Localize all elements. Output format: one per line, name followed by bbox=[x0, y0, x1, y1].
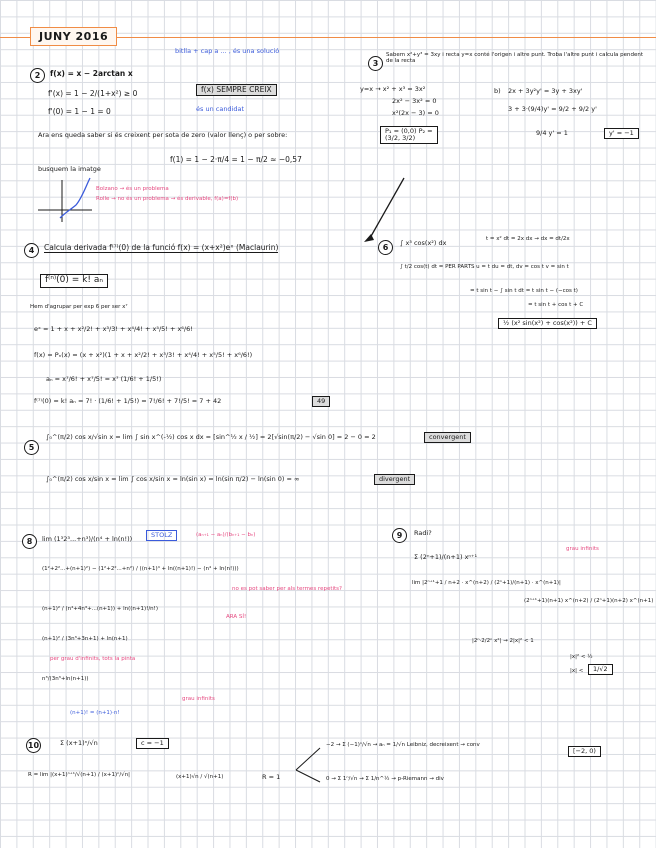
p10-center: c = −1 bbox=[136, 738, 169, 749]
p3-deriv: 2x + 3y²y' = 3y + 3xy' bbox=[508, 87, 583, 95]
p9-ratio: lim |2ⁿ⁺¹+1 / n+2 · x^(n+2) / (2ⁿ+1)/(n+1) · x^(n+1)| bbox=[412, 580, 561, 586]
p9-radius: 1/√2 bbox=[588, 664, 613, 675]
p2-zero: f'(0) = 1 − 1 = 0 bbox=[48, 107, 111, 116]
p8-blue-note: (n+1)! = (n+1)·n! bbox=[70, 710, 120, 716]
p5-line1: ∫₀^(π/2) cos x/√sin x = lim ∫ sin x^(-½) cos x dx = [sin^½ x / ½] = 2[√sin(π/2) − √sin 0] = 2 − 0 = 2 bbox=[46, 433, 376, 441]
p6-step1: = t sin t − ∫ sin t dt = t sin t − (−cos t) bbox=[470, 288, 578, 294]
p4-title: Calcula derivada f⁽⁷⁾(0) de la funció f(x) = (x+x²)eˣ (Maclaurin) bbox=[44, 243, 279, 252]
problem-3-number: 3 bbox=[368, 56, 383, 71]
p8-pink-note-3: grau infinits bbox=[182, 696, 215, 702]
p9-r2: |x| < bbox=[570, 668, 584, 674]
p4-note: Hem d'agrupar per exp 6 per ser x⁷ bbox=[30, 304, 128, 310]
p3-sub1: 3 + 3·(9/4)y' = 9/2 + 9/2 y' bbox=[508, 105, 597, 113]
p6-parts: ∫ t/2 cos(t) dt = PER PARTS u = t du = dt, dv = cos t v = sin t bbox=[400, 264, 569, 270]
p6-step2: = t sin t + cos t + C bbox=[528, 302, 584, 308]
p6-integral: ∫ x³ cos(x²) dx bbox=[400, 239, 447, 247]
p9-right: (2ⁿ⁺¹+1)(n+1) x^(n+2) / (2ⁿ+1)(n+2) x^(n+1) bbox=[524, 598, 654, 604]
p2-pink-note-2: Rolle → no és un problema → és derivable, f(a)=f(b) bbox=[96, 196, 239, 202]
p8-pink-note-1: no es pot saber per als termes repetits? bbox=[232, 586, 342, 592]
p2-star-note: Ara ens queda saber si és creixent per sota de zero (valor llenç) o per sobre: bbox=[38, 131, 288, 139]
p3-sys3: x²(2x − 3) = 0 bbox=[392, 109, 439, 117]
p10-interval: [−2, 0) bbox=[568, 746, 601, 757]
p10-ratio: R = lim |(x+1)ⁿ⁺¹/√(n+1) / (x+1)ⁿ/√n| bbox=[28, 772, 131, 778]
p2-note-min: és un candidat bbox=[196, 105, 245, 113]
problem-9-number: 9 bbox=[392, 528, 407, 543]
p10-series: Σ (x+1)ⁿ/√n bbox=[60, 739, 98, 747]
p4-formula: f⁽ⁿ⁾(0) = k! aₙ bbox=[40, 274, 108, 288]
p10-branch-1: −2 → Σ (−1)ⁿ/√n → aₙ = 1/√n Leibniz, decreixent → conv bbox=[326, 742, 480, 748]
p9-series: Σ (2ⁿ+1)/(n+1) xⁿ⁺¹ bbox=[414, 553, 478, 561]
p3-sub2: 9/4 y' = 1 bbox=[536, 129, 568, 137]
p8-limit: lim (1³2³...+n³)/(n⁴ + ln(n!)) bbox=[42, 535, 133, 543]
p3-statement: Sabem x²+y³ = 3xy i recta y=x conté l'origen i altre punt. Troba l'altre punt i calcula pendent de la recta bbox=[386, 52, 644, 65]
p2-image: f(1) = 1 − 2·π/4 = 1 − π/2 ≈ −0,57 bbox=[170, 155, 302, 164]
problem-4-number: 4 bbox=[24, 243, 39, 258]
p4-result-line: f⁽⁷⁾(0) = k! aₙ = 7! · (1/6! + 1/5!) = 7!/6! + 7!/5! = 7 + 42 bbox=[34, 397, 222, 405]
problem-8-number: 8 bbox=[22, 534, 37, 549]
p8-step3: (n+1)² / (3n³+3n+1) + ln(n+1) bbox=[42, 636, 128, 642]
p4-result: 49 bbox=[312, 396, 330, 407]
p2-blue-note: bitlla + cap a ... , és una solució bbox=[175, 47, 280, 55]
p8-step1: (1²+2²...+(n+1)²) − (1²+2²...+n²) / ((n+1)⁴ + ln((n+1)!) − (n⁴ + ln(n!))) bbox=[42, 566, 239, 572]
p10-ratio2: (x+1)√n / √(n+1) bbox=[176, 774, 224, 780]
p8-pink-note-2: per grau d'infinits, tots la pinta bbox=[50, 656, 136, 662]
p8-stolz: STOLZ bbox=[146, 530, 177, 541]
problem-5-number: 5 bbox=[24, 440, 39, 455]
p3-sys1: y=x → x² + x³ = 3x² bbox=[360, 85, 426, 93]
problem-10-number: 10 bbox=[26, 738, 41, 753]
p2-busquem: busquem la imatge bbox=[38, 165, 101, 173]
p9-title: Radi? bbox=[414, 529, 432, 537]
p9-r1: |x|² < ½ bbox=[570, 654, 593, 660]
p6-result: ½ (x² sin(x²) + cos(x²)) + C bbox=[498, 318, 597, 329]
p3-b-label: b) bbox=[494, 87, 501, 95]
problem-2-number: 2 bbox=[30, 68, 45, 83]
p2-conclusion: f(x) SEMPRE CREIX bbox=[196, 84, 277, 96]
p9-res: |2ⁿ·2/2ⁿ x²| → 2|x|² < 1 bbox=[472, 638, 534, 644]
p2-pink-note-1: Bolzano → és un problema bbox=[96, 186, 169, 192]
p3-result: y' = −1 bbox=[604, 128, 639, 139]
p6-substitution: t = x² dt = 2x dx → dx = dt/2x bbox=[486, 236, 570, 242]
p5-line2: ∫₀^(π/2) cos x/sin x = lim ∫ cos x/sin x = ln(sin x) = ln(sin π/2) − ln(sin 0) = ∞ bbox=[46, 475, 300, 483]
p3-sys2: 2x² − 3x² = 0 bbox=[392, 97, 437, 105]
p8-step2: (n+1)² / (n⁴+4n³+...(n+1)) + ln((n+1)!/n!) bbox=[42, 606, 159, 612]
p4-an: aₙ = x⁷/6! + x⁷/5! = x⁷ (1/6! + 1/5!) bbox=[46, 375, 162, 383]
p2-derivative: f'(x) = 1 − 2/(1+x²) ≥ 0 bbox=[48, 89, 138, 98]
p10-radius: R = 1 bbox=[262, 773, 281, 781]
p8-step4: n³/(3n³+ln(n+1)) bbox=[42, 676, 89, 682]
p2-equation: f(x) = x − 2arctan x bbox=[50, 69, 133, 78]
p4-poly: f(x) = Pₙ(x) = (x + x²)(1 + x + x²/2! + x³/3! + x⁴/4! + x⁵/5! + x⁶/6!) bbox=[34, 351, 253, 359]
p4-exp-series: eˣ = 1 + x + x²/2! + x³/3! + x⁴/4! + x⁵/5! + x⁶/6! bbox=[34, 325, 193, 333]
page-title: JUNY 2016 bbox=[30, 27, 117, 46]
p8-stolz-formula: (aₙ₊₁ − aₙ)/(bₙ₊₁ − bₙ) bbox=[196, 532, 256, 538]
p5-convergent: convergent bbox=[424, 432, 471, 443]
p5-divergent: divergent bbox=[374, 474, 415, 485]
p3-points: P₁ = (0,0) P₂ = (3/2, 3/2) bbox=[380, 126, 438, 144]
p9-pink: grau infinits bbox=[566, 546, 599, 552]
p8-ara-si: ARA SÍ! bbox=[226, 614, 247, 620]
problem-6-number: 6 bbox=[378, 240, 393, 255]
p10-branch-2: 0 → Σ 1ⁿ/√n → Σ 1/n^½ → p-Riemann → div bbox=[326, 776, 444, 782]
